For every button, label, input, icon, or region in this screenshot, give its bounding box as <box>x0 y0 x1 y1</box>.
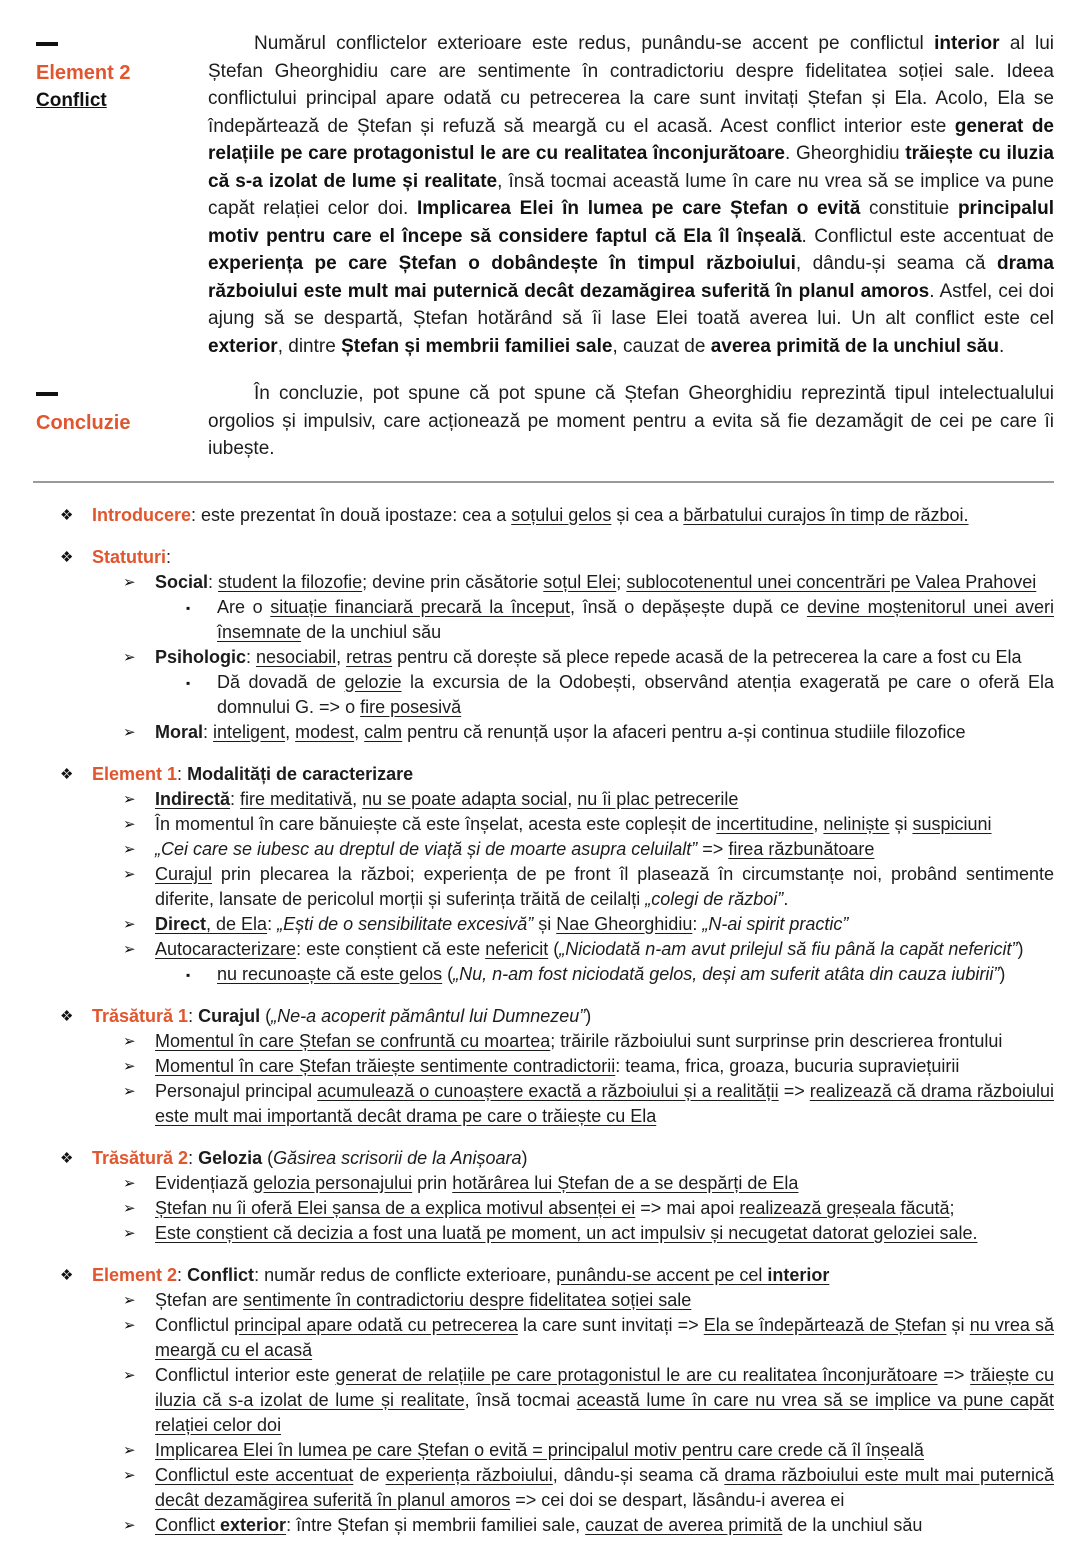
outline-text: Introducere: este prezentat în două ipostaze: cea a soțului gelos și cea a bărbatului curajos în timp de război. <box>92 504 969 525</box>
margin-notes-element2 <box>0 30 208 114</box>
outline-item <box>0 1463 1054 1513</box>
outline-item <box>0 595 1054 645</box>
outline-text: Momentul în care Ștefan se confruntă cu moartea; trăirile războiului sunt surprinse prin descrierea frontului <box>155 1030 1003 1051</box>
outline-item <box>0 787 1054 812</box>
margin-subheading-conflict: Conflict <box>36 90 107 111</box>
outline-text: Element 1: Modalități de caracterizare <box>92 763 414 784</box>
outline-item <box>0 962 1054 987</box>
arrow-bullet-icon: ➢ <box>123 1316 136 1334</box>
outline-text: Are o situație financiară precară la început, însă o depășește după ce devine moștenitorul unei averi însemnate de la unchiul său <box>217 596 1054 642</box>
margin-heading-element2: Element 2 <box>36 62 131 84</box>
margin-notes-concluzie <box>0 380 208 436</box>
outline-text: Conflictul interior este generat de relațiile pe care protagonistul le are cu realitatea înconjurătoare => trăiește cu iluzia că s-a izolat de lume și realitate, însă tocmai această lume în care nu vrea să se implice va pune capăt relației celor doi <box>155 1364 1055 1435</box>
diamond-bullet-icon: ❖ <box>60 506 74 524</box>
outline-text: Ștefan nu îi oferă Elei șansa de a explica motivul absenței ei => mai apoi realizează greșeala făcută; <box>155 1197 955 1218</box>
outline-item <box>0 1004 1054 1029</box>
arrow-bullet-icon: ➢ <box>123 1366 136 1384</box>
diamond-bullet-icon: ❖ <box>60 1007 74 1025</box>
margin-heading-concluzie: Concluzie <box>36 412 131 434</box>
outline-text: Trăsătură 1: Curajul („Ne-a acoperit pământul lui Dumnezeu”) <box>92 1005 592 1026</box>
arrow-bullet-icon: ➢ <box>123 648 136 666</box>
outline-item <box>0 1171 1054 1196</box>
outline-item <box>0 720 1054 745</box>
arrow-bullet-icon: ➢ <box>123 790 136 808</box>
arrow-bullet-icon: ➢ <box>123 1199 136 1217</box>
outline-item <box>0 1313 1054 1363</box>
outline-item <box>0 1146 1054 1171</box>
arrow-bullet-icon: ➢ <box>123 915 136 933</box>
outline-item <box>0 912 1054 937</box>
outline-text: Autocaracterizare: este conștient că este nefericit („Niciodată n-am avut prilejul să fiu până la capăt nefericit”) <box>155 938 1024 959</box>
diamond-bullet-icon: ❖ <box>60 548 74 566</box>
arrow-bullet-icon: ➢ <box>123 1082 136 1100</box>
outline-item <box>0 570 1054 595</box>
outline-text: Element 2: Conflict: număr redus de conflicte exterioare, punându-se accent pe cel interior <box>92 1264 830 1285</box>
outline-item <box>0 1263 1054 1288</box>
arrow-bullet-icon: ➢ <box>123 1224 136 1242</box>
outline-text: Psihologic: nesociabil, retras pentru că dorește să plece repede acasă de la petrecerea la care a fost cu Ela <box>155 646 1022 667</box>
outline-text: Curajul prin plecarea la război; experiența de pe front îl plasează în circumstanțe noi, probând sentimente diferite, lansate de pericolul morții și suferința trăită de ceilalți „colegi de război”. <box>155 863 1054 909</box>
outline-text: Personajul principal acumulează o cunoaștere exactă a războiului și a realității => realizează că drama războiului este mult mai importantă decât drama pe care o trăiește cu Ela <box>155 1080 1055 1126</box>
outline-item <box>0 1029 1054 1054</box>
outline-item <box>0 1221 1054 1246</box>
diamond-bullet-icon: ❖ <box>60 765 74 783</box>
arrow-bullet-icon: ➢ <box>123 1516 136 1534</box>
arrow-bullet-icon: ➢ <box>123 1032 136 1050</box>
diamond-bullet-icon: ❖ <box>60 1266 74 1284</box>
concluzie-paragraph: În concluzie, pot spune că pot spune că Ștefan Gheorghidiu reprezintă tipul intelectualului orgolios și impulsiv, care acționează pe moment pentru a evita să fie dezamăgit de cei pe care îi iubește. <box>208 383 1054 459</box>
outline-item <box>0 545 1054 570</box>
outline-text: Statuturi: <box>92 546 172 567</box>
outline-text: Conflictul principal apare odată cu petrecerea la care sunt invitați => Ela se îndepărtează de Ștefan și nu vrea să meargă cu el acasă <box>155 1314 1054 1360</box>
outline-text: Social: student la filozofie; devine prin căsătorie soțul Elei; sublocotenentul unei concentrări pe Valea Prahovei <box>155 571 1037 592</box>
outline-text: Conflictul este accentuat de experiența războiului, dându-și seama că drama războiului este mult mai puternică decât dezamăgirea suferită în planul amoros => cei doi se despart, lăsându-i averea ei <box>155 1464 1054 1510</box>
outline-text: Momentul în care Ștefan trăiește sentimente contradictorii: teama, frica, groaza, bucuria supraviețuirii <box>155 1055 960 1076</box>
outline-text: „Cei care se iubesc au dreptul de viață și de moarte asupra celuilalt” => firea răzbunătoare <box>155 838 875 859</box>
square-bullet-icon: ▪ <box>186 967 191 982</box>
outline-text: Direct, de Ela: „Ești de o sensibilitate excesivă” și Nae Gheorghidiu: „N-ai spirit practic” <box>155 913 849 934</box>
section-body-concluzie <box>208 380 1054 463</box>
outline-item <box>0 1196 1054 1221</box>
dash-marker-icon <box>36 392 58 396</box>
arrow-bullet-icon: ➢ <box>123 815 136 833</box>
outline-text: În momentul în care bănuiește că este înșelat, acesta este copleșit de incertitudine, neliniște și suspiciuni <box>155 813 992 834</box>
outline-item <box>0 645 1054 670</box>
arrow-bullet-icon: ➢ <box>123 865 136 883</box>
arrow-bullet-icon: ➢ <box>123 1057 136 1075</box>
arrow-bullet-icon: ➢ <box>123 940 136 958</box>
outline-item <box>0 1079 1054 1129</box>
outline-text: Trăsătură 2: Gelozia (Găsirea scrisorii de la Anișoara) <box>92 1147 528 1168</box>
square-bullet-icon: ▪ <box>186 600 191 615</box>
arrow-bullet-icon: ➢ <box>123 1174 136 1192</box>
outline-text: Ștefan are sentimente în contradictoriu despre fidelitatea soției sale <box>155 1289 692 1310</box>
outline-item <box>0 762 1054 787</box>
section-element2-conflict <box>0 30 1054 360</box>
outline-text: Moral: inteligent, modest, calm pentru că renunță ușor la afaceri pentru a-și continua studiile filozofice <box>155 721 966 742</box>
outline-item <box>0 1513 1054 1538</box>
outline-item <box>0 1438 1054 1463</box>
outline-item <box>0 503 1054 528</box>
section-concluzie <box>0 380 1054 463</box>
arrow-bullet-icon: ➢ <box>123 840 136 858</box>
arrow-bullet-icon: ➢ <box>123 1441 136 1459</box>
outline-item <box>0 812 1054 837</box>
horizontal-rule <box>33 481 1054 483</box>
outline-text: nu recunoaște că este gelos („Nu, n-am fost niciodată gelos, deși am suferit atâta din cauza iubirii”) <box>217 963 1006 984</box>
square-bullet-icon: ▪ <box>186 675 191 690</box>
conflict-paragraph: Numărul conflictelor exterioare este redus, punându-se accent pe conflictul interior al lui Ștefan Gheorghidiu care are sentimente în contradictoriu despre fidelitatea soției sale. Ideea conflictului principal apare odată cu petrecerea la care sunt invitați Ștefan și Ela. Acolo, Ela se îndepărtează de Ștefan și refuză să meargă cu el acasă. Acest conflict interior este generat de relațiile pe care protagonistul le are cu realitatea înconjurătoare. Gheorghidiu trăiește cu iluzia că s-a izolat de lume și realitate, însă tocmai această lume în care nu vrea să se implice va pune capăt relației celor doi. Implicarea Elei în lumea pe care Ștefan o evită constituie principalul motiv pentru care el începe să considere faptul că Ela îl înșeală. Conflictul este accentuat de experiența pe care Ștefan o dobândește în timpul războiului, dându-și seama că drama războiului este mult mai puternică decât dezamăgirea suferită în planul amoros. Astfel, cei doi ajung să se despartă, Ștefan hotărând să îi lase Elei toată averea lui. Un alt conflict este cel exterior, dintre Ștefan și membrii familiei sale, cauzat de averea primită de la unchiul său. <box>208 33 1055 357</box>
outline-text: Implicarea Elei în lumea pe care Ștefan o evită = principalul motiv pentru care crede că îl înșeală <box>155 1439 924 1460</box>
arrow-bullet-icon: ➢ <box>123 573 136 591</box>
arrow-bullet-icon: ➢ <box>123 1291 136 1309</box>
arrow-bullet-icon: ➢ <box>123 723 136 741</box>
dash-marker-icon <box>36 42 58 46</box>
arrow-bullet-icon: ➢ <box>123 1466 136 1484</box>
outline-item <box>0 837 1054 862</box>
outline-list <box>0 503 1054 1538</box>
outline-item <box>0 937 1054 962</box>
outline-item <box>0 1363 1054 1438</box>
outline-text: Conflict exterior: între Ștefan și membrii familiei sale, cauzat de averea primită de la unchiul său <box>155 1514 923 1535</box>
outline-text: Evidențiază gelozia personajului prin hotărârea lui Ștefan de a se despărți de Ela <box>155 1172 799 1193</box>
outline-text: Dă dovadă de gelozie la excursia de la Odobești, observând atenția exagerată pe care o oferă Ela domnului G. => o fire posesivă <box>217 671 1054 717</box>
outline-text: Este conștient că decizia a fost una luată pe moment, un act impulsiv și necugetat datorat geloziei sale. <box>155 1222 978 1243</box>
outline-text: Indirectă: fire meditativă, nu se poate adapta social, nu îi plac petrecerile <box>155 788 739 809</box>
outline-item <box>0 862 1054 912</box>
outline-item <box>0 1054 1054 1079</box>
outline-item <box>0 670 1054 720</box>
outline-item <box>0 1288 1054 1313</box>
diamond-bullet-icon: ❖ <box>60 1149 74 1167</box>
section-body-element2 <box>208 30 1054 360</box>
